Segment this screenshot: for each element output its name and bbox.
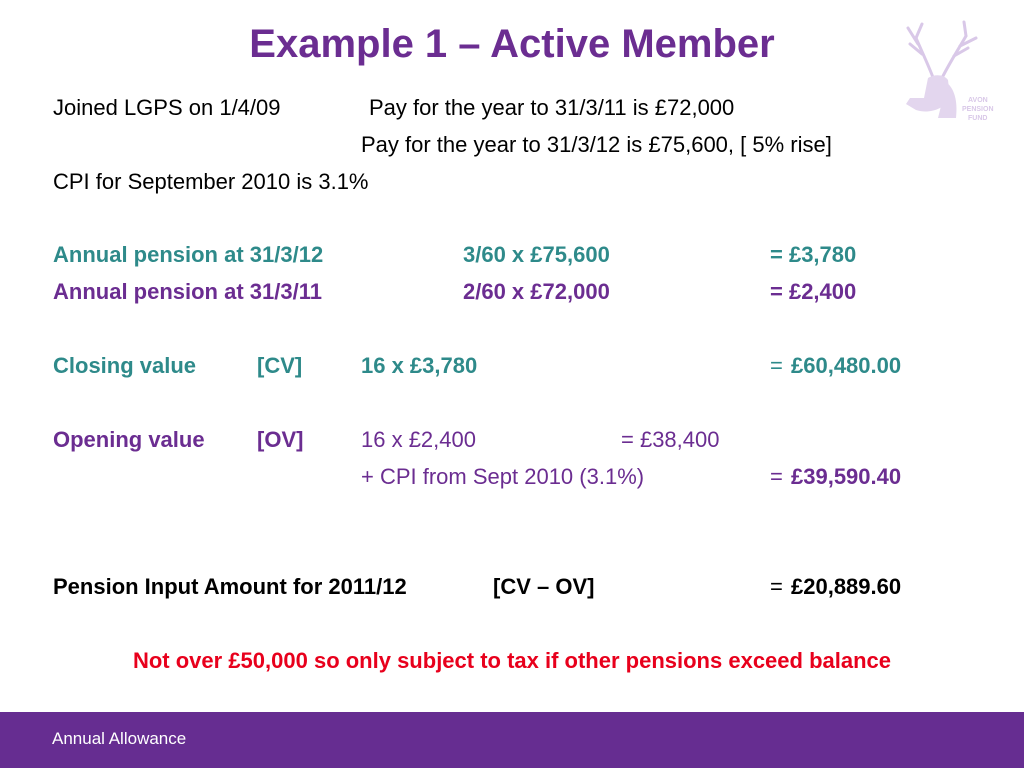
pia-result: £20,889.60	[791, 574, 902, 599]
tax-note: Not over £50,000 so only subject to tax if other pensions exceed balance	[132, 648, 892, 673]
pension-2011-result: = £2,400	[770, 279, 857, 304]
closing-value-label: Closing value	[53, 353, 197, 378]
pay-2011-text: Pay for the year to 31/3/11 is £72,000	[369, 95, 735, 120]
footer-title: Annual Allowance	[52, 729, 187, 748]
pia-equals: =	[770, 574, 783, 599]
opening-value-result: £39,590.40	[791, 464, 902, 489]
cpi-text: CPI for September 2010 is 3.1%	[53, 169, 369, 194]
stag-head-icon	[888, 18, 994, 130]
closing-value-abbr: [CV]	[257, 353, 303, 378]
pension-2011-label: Annual pension at 31/3/11	[53, 279, 322, 304]
opening-value-calc: 16 x £2,400	[361, 427, 476, 452]
pia-label: Pension Input Amount for 2011/12	[53, 574, 407, 599]
closing-value-calc: 16 x £3,780	[361, 353, 478, 378]
pay-2012-text: Pay for the year to 31/3/12 is £75,600, [ 5% rise]	[361, 132, 832, 157]
logo-line-1: AVON	[968, 97, 988, 104]
footer-bar	[0, 712, 1024, 768]
joined-text: Joined LGPS on 1/4/09	[53, 95, 281, 120]
pension-2011-calc: 2/60 x £72,000	[463, 279, 610, 304]
logo-line-3: FUND	[968, 115, 988, 122]
opening-value-cpi: + CPI from Sept 2010 (3.1%)	[361, 464, 645, 489]
closing-value-equals: =	[770, 353, 783, 378]
pension-2012-result: = £3,780	[770, 242, 857, 267]
opening-value-label: Opening value	[53, 427, 205, 452]
opening-value-abbr: [OV]	[257, 427, 304, 452]
closing-value-result: £60,480.00	[791, 353, 902, 378]
logo-line-2: PENSION	[962, 106, 994, 113]
opening-value-equals: =	[770, 464, 783, 489]
slide-title: Example 1 – Active Member	[249, 22, 775, 66]
pension-2012-label: Annual pension at 31/3/12	[53, 242, 324, 267]
pension-2012-calc: 3/60 x £75,600	[463, 242, 610, 267]
pia-abbr: [CV – OV]	[493, 574, 595, 599]
opening-value-mid-result: = £38,400	[621, 427, 720, 452]
